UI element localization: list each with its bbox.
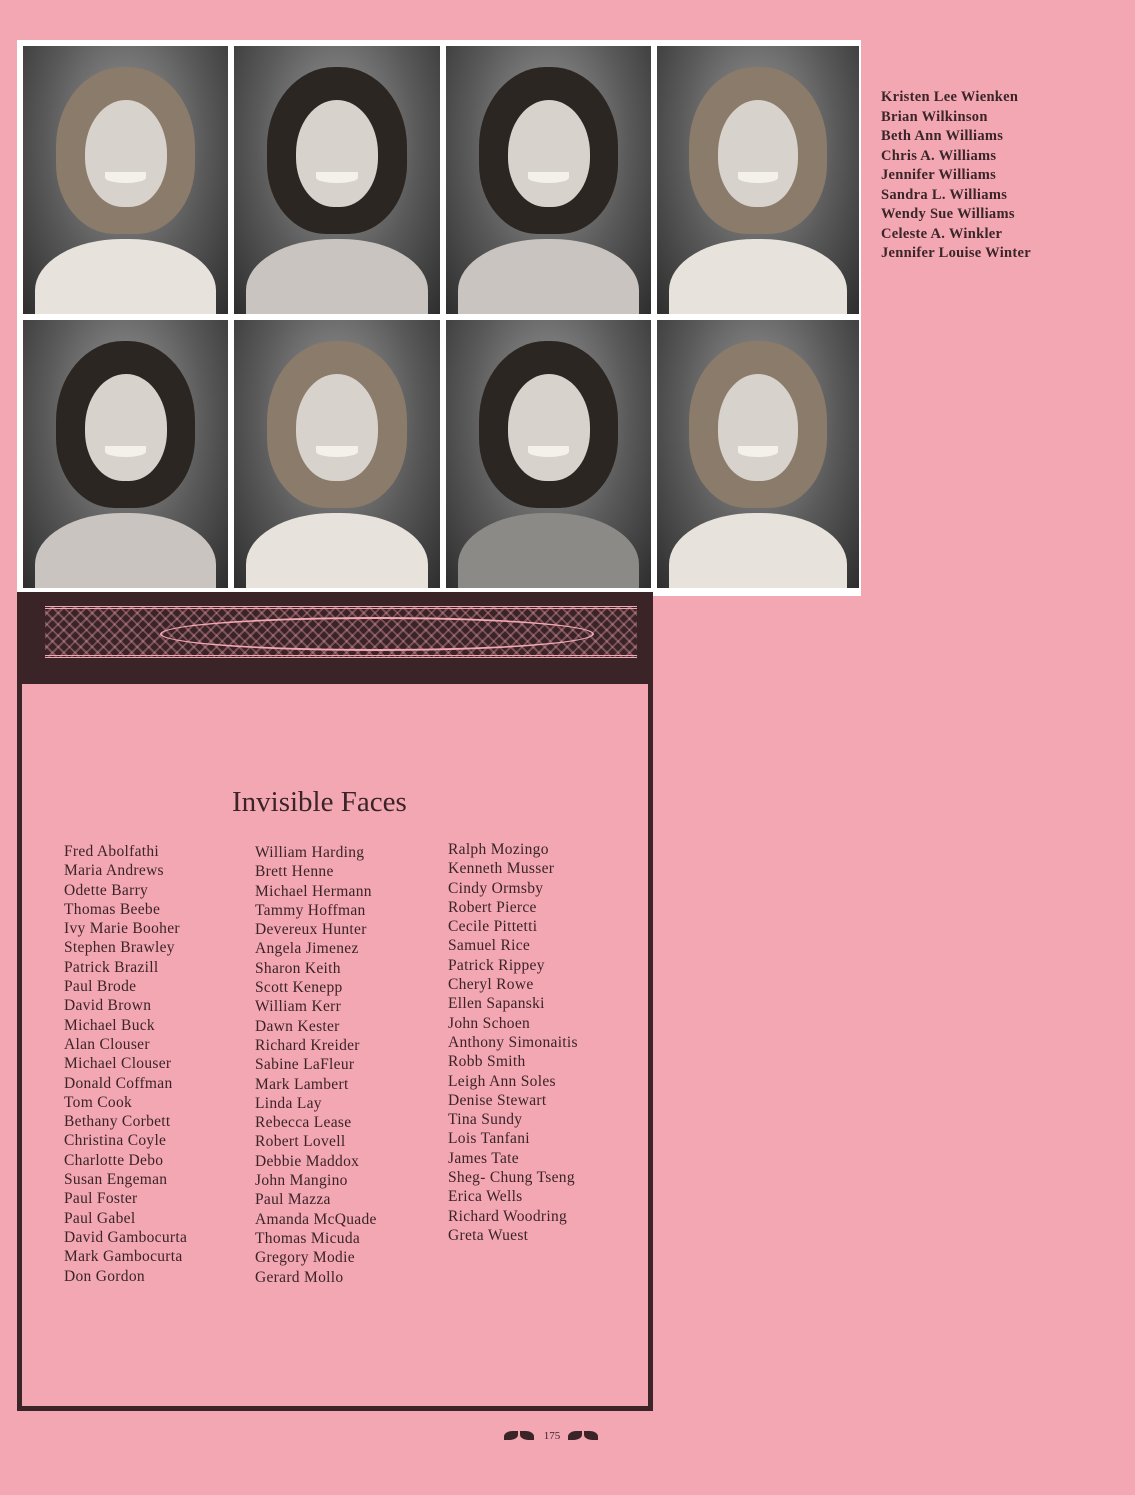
section-title: Invisible Faces [232,786,407,818]
list-item: John Schoen [448,1014,531,1032]
list-item: Stephen Brawley [64,939,175,957]
list-item: Devereux Hunter [255,921,367,939]
list-item: Ivy Marie Booher [64,920,180,938]
list-item: Gerard Mollo [255,1268,344,1286]
senior-name: Kristen Lee Wienken [881,89,1019,105]
list-item: Richard Woodring [448,1207,568,1225]
list-item: Cecile Pittetti [448,918,538,936]
list-item: Tammy Hoffman [255,901,366,919]
ornament-panel [17,592,653,680]
senior-name: Wendy Sue Williams [881,206,1015,222]
list-item: Michael Hermann [255,882,372,900]
name-column-1 [64,842,187,1286]
list-item: Mark Gambocurta [64,1248,183,1266]
portrait-photo-icon [23,320,228,588]
list-item: Gregory Modie [255,1249,355,1267]
list-item: Robert Pierce [448,898,537,916]
oval-ornament-icon [160,617,594,651]
senior-name: Jennifer Williams [881,167,997,183]
list-item: Mark Lambert [255,1075,349,1093]
list-item: Robert Lovell [255,1133,346,1151]
leaf-ornament-icon [566,1429,602,1443]
senior-name: Sandra L. Williams [881,186,1008,203]
list-item: Sheg- Chung Tseng [448,1169,575,1187]
senior-name: Chris A. Williams [881,147,997,164]
portrait-photo-icon [23,46,228,314]
list-item: Brett Henne [255,863,334,881]
list-item: Susan Engeman [64,1171,168,1189]
list-item: William Kerr [255,998,342,1016]
list-item: Odette Barry [64,881,149,899]
list-item: Michael Buck [64,1016,155,1034]
list-item: Greta Wuest [448,1226,529,1244]
list-item: Amanda McQuade [255,1210,377,1228]
senior-name: Celeste A. Winkler [881,225,1003,242]
name-column-2 [255,843,377,1287]
list-item: Lois Tanfani [448,1130,530,1148]
list-item: Don Gordon [64,1267,145,1285]
list-item: Leigh Ann Soles [448,1072,556,1090]
portrait-photo-icon [446,46,651,314]
list-item: Robb Smith [448,1053,526,1071]
list-item: Debbie Maddox [255,1152,360,1170]
page-number: 175 [543,1430,561,1442]
list-item: David Brown [64,997,152,1015]
list-item: Cindy Ormsby [448,879,544,897]
filigree-ornament-icon [45,606,637,658]
list-item: Linda Lay [255,1094,322,1112]
senior-name: Jennifer Louise Winter [881,245,1031,261]
list-item: Scott Kenepp [255,979,343,997]
list-item: Cheryl Rowe [448,976,534,994]
list-item: Sharon Keith [255,959,341,977]
list-item: Kenneth Musser [448,860,555,878]
list-item: Anthony Simonaitis [448,1033,578,1051]
list-item: Fred Abolfathi [64,843,160,860]
senior-photo-grid [17,40,861,596]
list-item: John Mangino [255,1172,348,1190]
list-item: David Gambocurta [64,1228,188,1246]
list-item: Thomas Micuda [255,1229,361,1247]
list-item: Tina Sundy [448,1111,523,1129]
list-item: Samuel Rice [448,937,531,955]
list-item: Charlotte Debo [64,1151,164,1169]
list-item: Patrick Rippey [448,956,545,974]
list-item: Paul Brode [64,978,137,996]
portrait-photo-icon [657,320,859,588]
list-item: Denise Stewart [448,1091,547,1109]
portrait-photo-icon [446,320,651,588]
list-item: Rebecca Lease [255,1114,352,1132]
senior-name: Brian Wilkinson [881,108,988,125]
senior-name-list [881,88,1031,264]
list-item: Richard Kreider [255,1036,360,1054]
list-item: Bethany Corbett [64,1113,171,1131]
list-item: James Tate [448,1149,519,1167]
list-item: Dawn Kester [255,1017,340,1035]
list-item: Paul Mazza [255,1191,331,1209]
list-item: Ellen Sapanski [448,995,545,1013]
list-item: Alan Clouser [64,1035,150,1053]
list-item: Maria Andrews [64,862,164,880]
list-item: Patrick Brazill [64,958,159,976]
list-item: Angela Jimenez [255,940,359,958]
list-item: Donald Coffman [64,1074,173,1092]
page-footer [488,1424,616,1448]
portrait-photo-icon [234,46,440,314]
list-item: Thomas Beebe [64,900,161,918]
list-item: Paul Gabel [64,1209,136,1227]
list-item: Tom Cook [64,1093,133,1111]
list-item: Michael Clouser [64,1055,172,1073]
portrait-photo-icon [657,46,859,314]
list-item: Erica Wells [448,1188,523,1206]
portrait-photo-icon [234,320,440,588]
list-item: Paul Foster [64,1190,138,1208]
leaf-ornament-icon [502,1429,538,1443]
list-item: Christina Coyle [64,1132,167,1150]
list-item: William Harding [255,844,365,861]
name-column-3 [448,840,578,1245]
list-item: Sabine LaFleur [255,1056,355,1074]
list-item: Ralph Mozingo [448,841,549,858]
senior-name: Beth Ann Williams [881,128,1004,144]
